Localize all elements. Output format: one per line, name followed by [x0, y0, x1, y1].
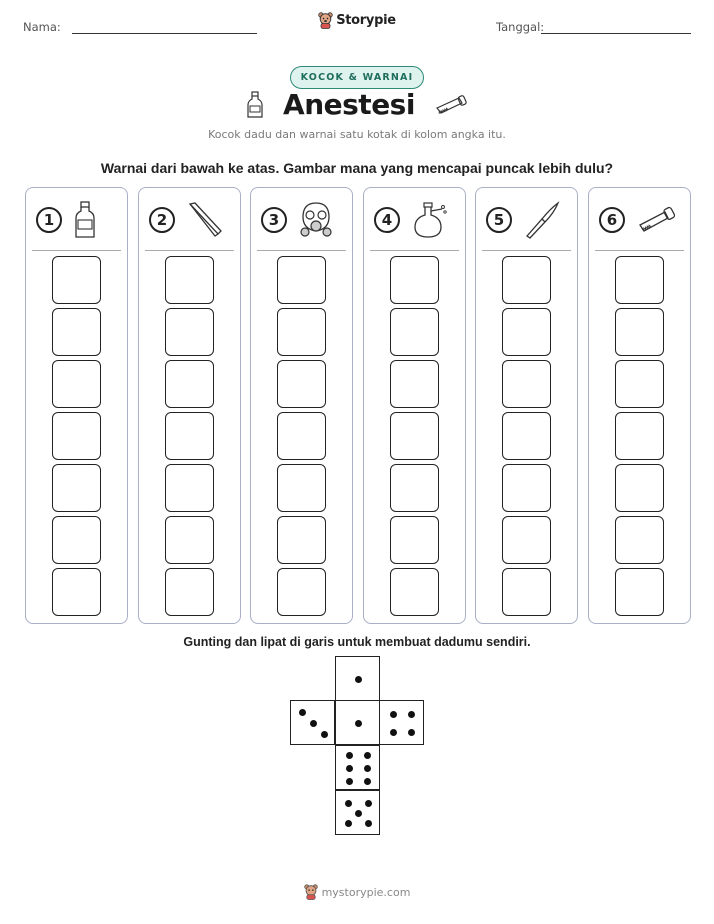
tweezers-icon — [187, 201, 223, 239]
column-4 — [363, 187, 466, 624]
dice-pip — [345, 800, 352, 807]
scalpel-icon — [524, 201, 560, 239]
dice-pip — [355, 720, 362, 727]
column-number: 2 — [149, 207, 175, 233]
bear-mascot-icon — [318, 12, 333, 29]
column-2 — [138, 187, 241, 624]
dice-pip — [346, 752, 353, 759]
color-box[interactable] — [502, 308, 551, 356]
page-title: Anestesi — [283, 88, 415, 121]
dice-pip — [408, 729, 415, 736]
dice-face — [335, 745, 380, 790]
color-box[interactable] — [615, 568, 664, 616]
column-number: 5 — [486, 207, 512, 233]
dice-pip — [364, 752, 371, 759]
color-box[interactable] — [390, 568, 439, 616]
dice-pip — [310, 720, 317, 727]
color-box[interactable] — [52, 464, 101, 512]
dice-pip — [365, 820, 372, 827]
dice-pip — [355, 810, 362, 817]
color-box[interactable] — [502, 412, 551, 460]
dice-pip — [364, 765, 371, 772]
dice-instruction: Gunting dan lipat di garis untuk membuat dadumu sendiri. — [183, 635, 531, 649]
column-number: 4 — [374, 207, 400, 233]
color-box[interactable] — [165, 516, 214, 564]
date-label: Tanggal: — [496, 20, 545, 34]
color-box[interactable] — [277, 308, 326, 356]
dice-pip — [408, 711, 415, 718]
color-box[interactable] — [615, 256, 664, 304]
footer-url: mystorypie.com — [321, 885, 411, 899]
dice-pip — [345, 820, 352, 827]
color-box[interactable] — [390, 308, 439, 356]
color-box[interactable] — [52, 360, 101, 408]
color-box[interactable] — [165, 568, 214, 616]
gas-mask-icon — [299, 201, 333, 239]
saw-icon — [637, 205, 677, 235]
dice-pip — [390, 729, 397, 736]
color-box[interactable] — [615, 308, 664, 356]
color-box[interactable] — [390, 360, 439, 408]
coloring-instruction: Warnai dari bawah ke atas. Gambar mana yang mencapai puncak lebih dulu? — [100, 160, 614, 176]
column-1 — [25, 187, 128, 624]
color-box[interactable] — [277, 412, 326, 460]
dice-pip — [299, 709, 306, 716]
color-box[interactable] — [52, 516, 101, 564]
color-box[interactable] — [615, 516, 664, 564]
color-box[interactable] — [615, 464, 664, 512]
column-6 — [588, 187, 691, 624]
dice-face — [335, 656, 380, 701]
column-number: 3 — [261, 207, 287, 233]
color-box[interactable] — [165, 256, 214, 304]
color-box[interactable] — [277, 360, 326, 408]
dice-pip — [365, 800, 372, 807]
color-box[interactable] — [390, 412, 439, 460]
color-box[interactable] — [502, 464, 551, 512]
column-5 — [475, 187, 578, 624]
column-3 — [250, 187, 353, 624]
medicine-bottle-icon — [74, 201, 96, 239]
bear-mascot-icon — [304, 884, 318, 900]
color-box[interactable] — [165, 308, 214, 356]
dice-face — [379, 700, 424, 745]
flask-icon — [412, 201, 448, 239]
dice-pip — [355, 676, 362, 683]
color-box[interactable] — [615, 360, 664, 408]
column-number: 6 — [599, 207, 625, 233]
name-label: Nama: — [23, 20, 61, 34]
color-box[interactable] — [277, 568, 326, 616]
color-box[interactable] — [165, 412, 214, 460]
dice-face — [335, 700, 380, 745]
brand-logo — [0, 12, 714, 34]
color-box[interactable] — [502, 256, 551, 304]
activity-badge: KOCOK & WARNAI — [290, 66, 425, 89]
dice-pip — [364, 778, 371, 785]
medicine-bottle-icon — [247, 91, 263, 119]
color-box[interactable] — [52, 308, 101, 356]
color-box[interactable] — [52, 568, 101, 616]
brand-name: Storypie — [336, 13, 396, 28]
color-box[interactable] — [52, 256, 101, 304]
dice-pip — [390, 711, 397, 718]
dice-face — [335, 790, 380, 835]
color-box[interactable] — [277, 464, 326, 512]
dice-face — [290, 700, 335, 745]
dice-pip — [346, 778, 353, 785]
column-number: 1 — [36, 207, 62, 233]
color-box[interactable] — [390, 464, 439, 512]
color-box[interactable] — [502, 516, 551, 564]
color-box[interactable] — [390, 256, 439, 304]
color-box[interactable] — [165, 464, 214, 512]
footer — [0, 884, 714, 900]
color-box[interactable] — [52, 412, 101, 460]
color-box[interactable] — [165, 360, 214, 408]
color-box[interactable] — [390, 516, 439, 564]
page-subtitle: Kocok dadu dan warnai satu kotak di kolom angka itu. — [208, 128, 506, 141]
saw-icon — [435, 94, 467, 116]
color-box[interactable] — [277, 256, 326, 304]
color-box[interactable] — [502, 360, 551, 408]
dice-pip — [321, 731, 328, 738]
color-box[interactable] — [615, 412, 664, 460]
color-box[interactable] — [502, 568, 551, 616]
dice-pip — [346, 765, 353, 772]
color-box[interactable] — [277, 516, 326, 564]
